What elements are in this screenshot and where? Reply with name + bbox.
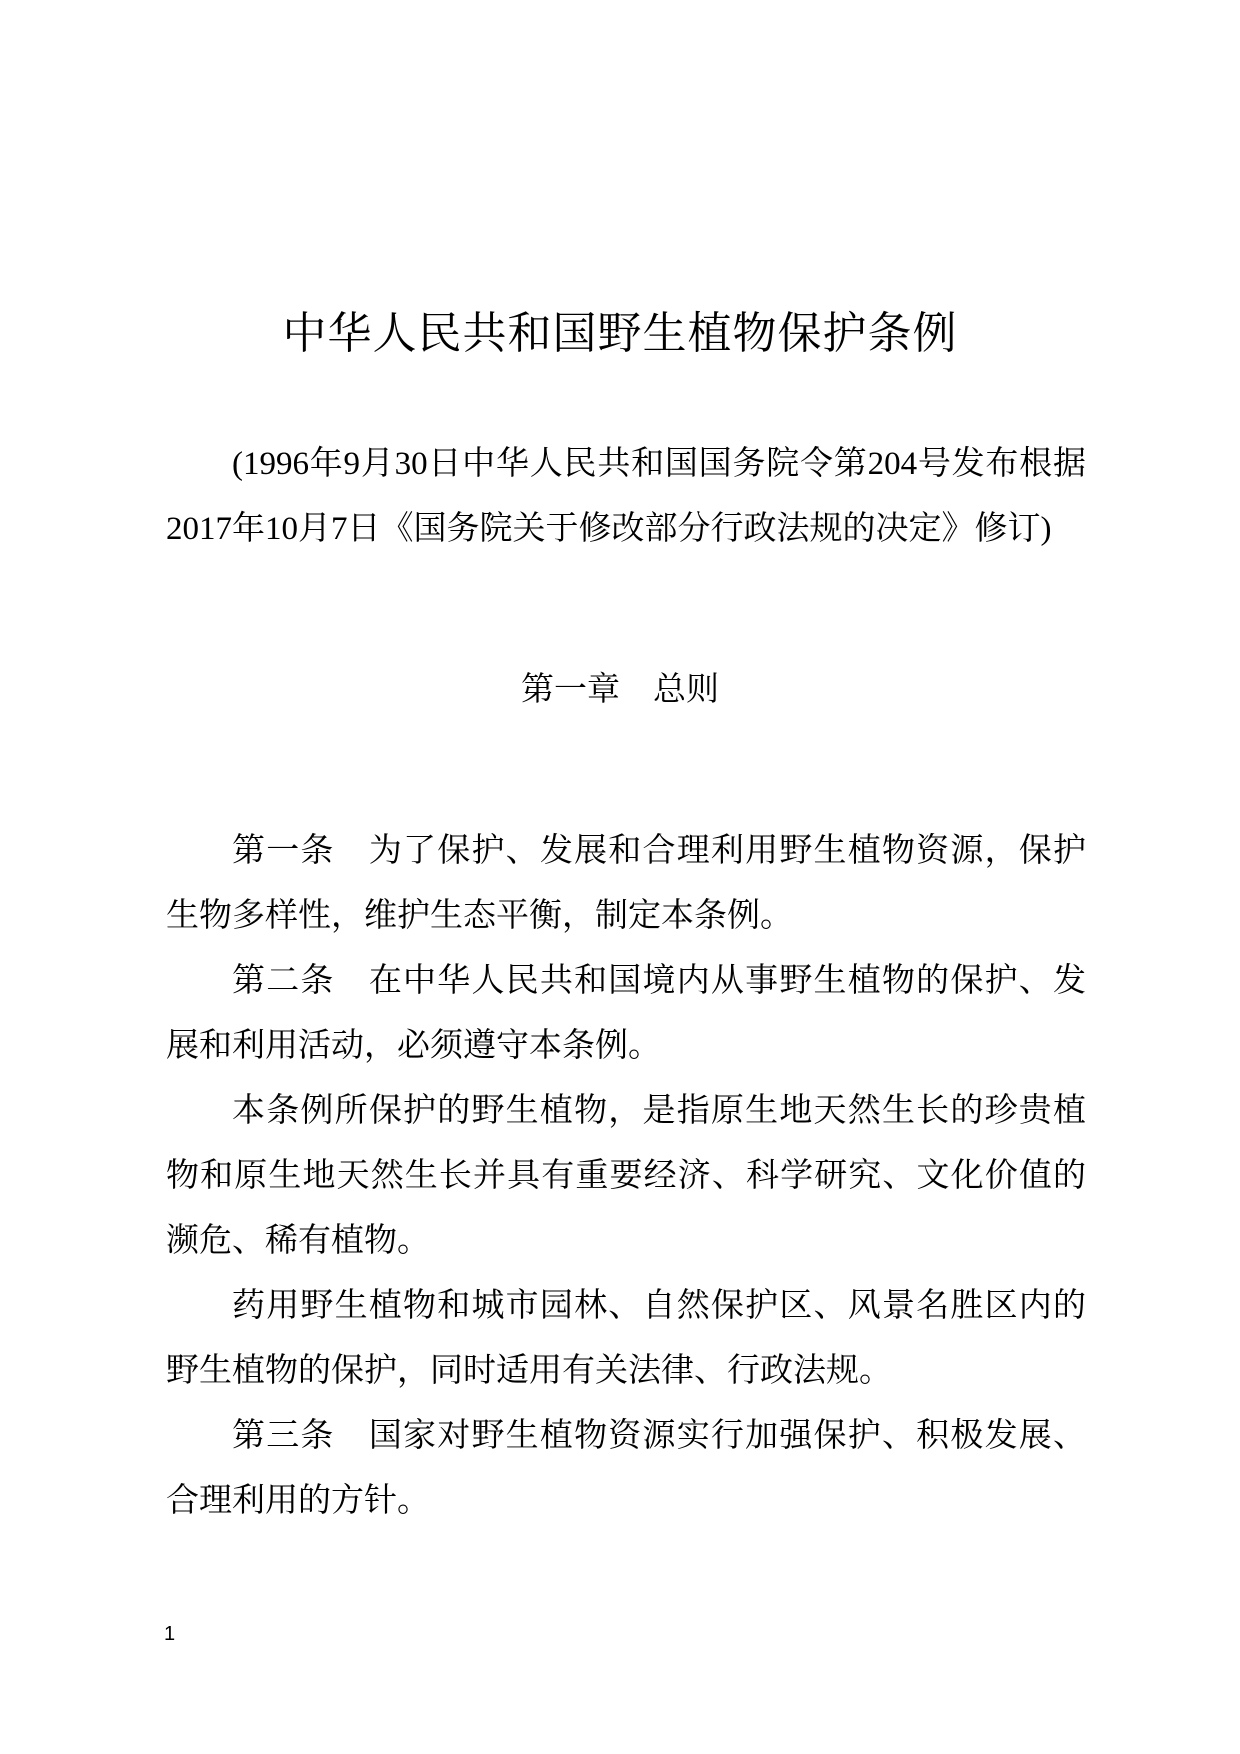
- article-number: 第一条: [232, 830, 335, 869]
- article-paragraph: [166, 817, 1086, 947]
- article-number: 第三条: [232, 1415, 335, 1454]
- article-text: 为了保护、发展和合理利用野生植物资源，保护生物多样性，维护生态平衡，制定本条例。: [166, 830, 1087, 934]
- articles-block: [166, 817, 1086, 1532]
- article-number: 第二条: [232, 960, 335, 999]
- article-text: 在中华人民共和国境内从事野生植物的保护、发展和利用活动，必须遵守本条例。: [166, 960, 1087, 1064]
- article-paragraph: [166, 1402, 1086, 1532]
- paragraph: 本条例所保护的野生植物，是指原生地天然生长的珍贵植物和原生地天然生长并具有重要经济、科学研究、文化价值的濒危、稀有植物。: [166, 1090, 1086, 1259]
- document-title: 中华人民共和国野生植物保护条例: [282, 308, 958, 359]
- chapter-heading: 第一章 总则: [521, 669, 719, 708]
- page-number: 1: [164, 1623, 176, 1645]
- paragraph: 药用野生植物和城市园林、自然保护区、风景名胜区内的野生植物的保护，同时适用有关法律、行政法规。: [166, 1285, 1086, 1389]
- source-note-block: [166, 432, 1086, 562]
- article-text: 国家对野生植物资源实行加强保护、积极发展、合理利用的方针。: [166, 1415, 1087, 1519]
- article-paragraph: [166, 947, 1086, 1077]
- source-note: (1996年9月30日中华人民共和国国务院令第204号发布根据2017年10月7日《国务院关于修改部分行政法规的决定》修订): [166, 446, 1086, 547]
